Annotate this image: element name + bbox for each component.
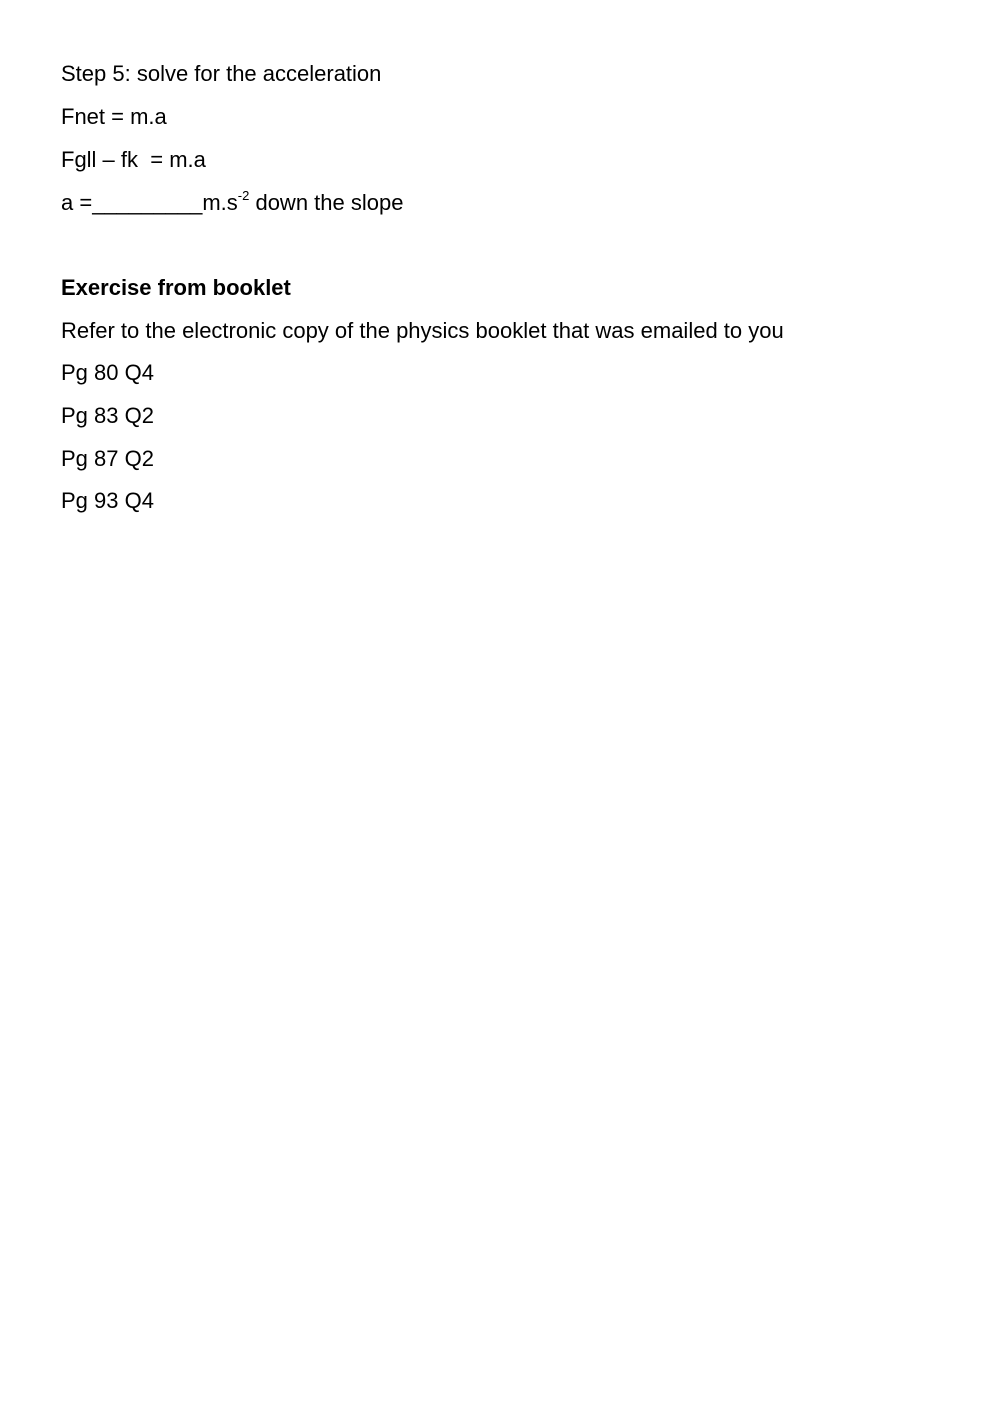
exercise-instruction: Refer to the electronic copy of the physics booklet that was emailed to you bbox=[61, 318, 784, 343]
answer-unit-exponent: -2 bbox=[237, 187, 250, 203]
exercise-heading: Exercise from booklet bbox=[61, 275, 291, 300]
exercise-item: Pg 83 Q2 bbox=[61, 403, 154, 428]
equation-forces: Fgll – fk = m.a bbox=[61, 147, 206, 172]
exercise-item: Pg 93 Q4 bbox=[61, 488, 154, 513]
acceleration-answer-line bbox=[61, 187, 404, 216]
step-heading: Step 5: solve for the acceleration bbox=[61, 61, 382, 86]
exercise-item: Pg 80 Q4 bbox=[61, 360, 154, 385]
exercise-item: Pg 87 Q2 bbox=[61, 446, 154, 471]
equation-newton: Fnet = m.a bbox=[61, 104, 167, 129]
answer-prefix: a = bbox=[61, 190, 93, 215]
answer-unit: m.s bbox=[202, 190, 238, 215]
answer-blank[interactable]: _________ bbox=[92, 190, 203, 215]
answer-suffix: down the slope bbox=[249, 190, 404, 215]
